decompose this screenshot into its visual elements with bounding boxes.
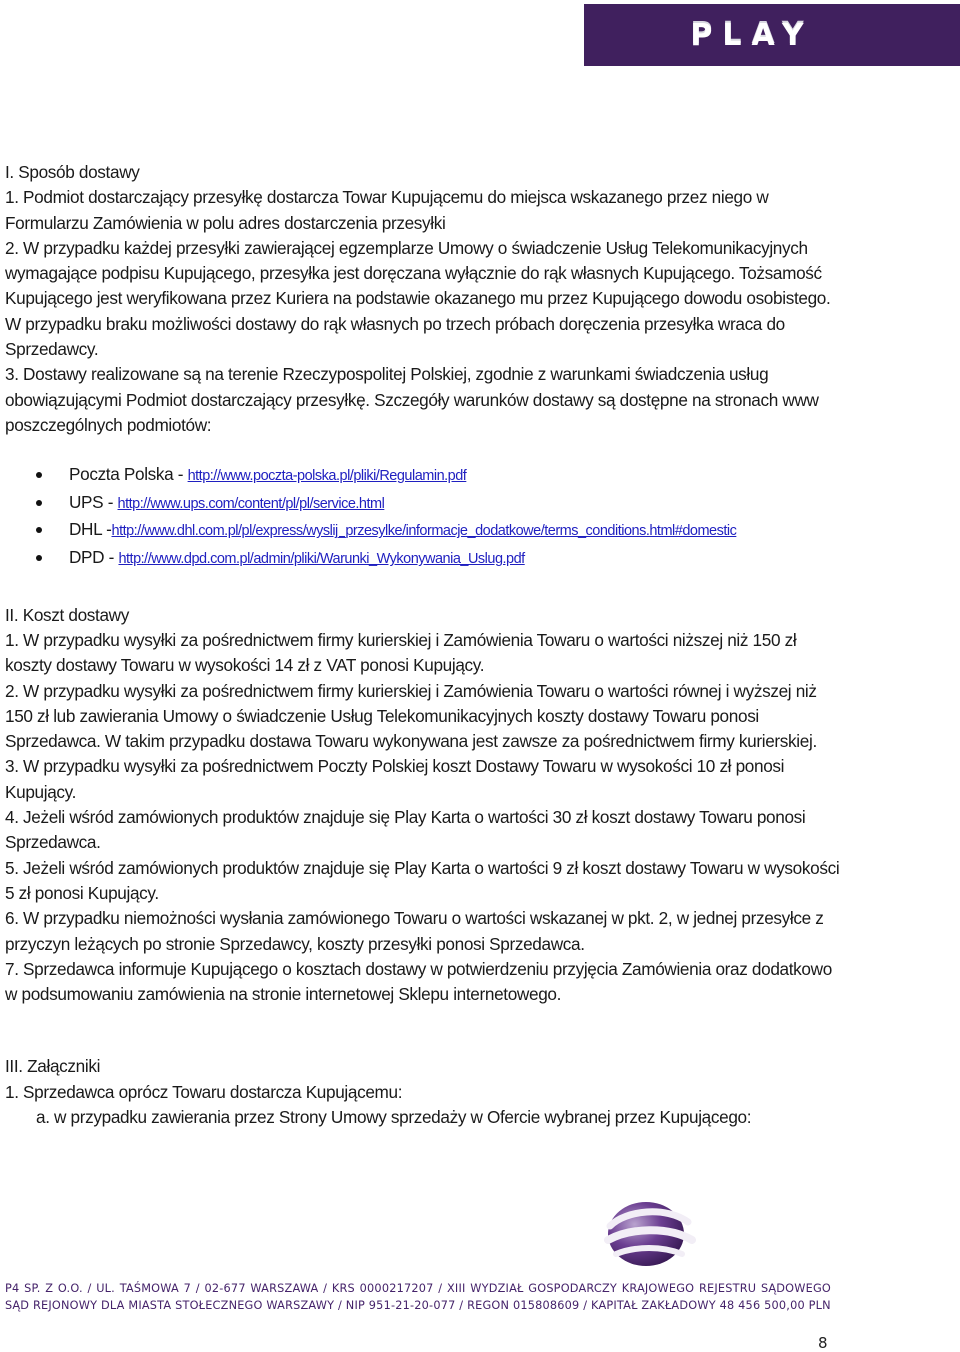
logo-text: PLAY [690,17,814,53]
play-logo [584,4,960,66]
cost-item: 6. W przypadku niemożności wysłania zamówionego Towaru o wartości wskazanej w pkt. 2, w jednej przesyłce z przyczyn leżących po stronie Sprzedawcy, koszty przesyłki ponosi Sprzedawca. [5,908,824,954]
footer-company-info: P4 SP. Z O.O. / UL. TAŚMOWA 7 / 02-677 WARSZAWA / KRS 0000217207 / XIII WYDZIAŁ GOSPODARCZY KRAJOWEGO REJESTRU SĄDOWEGO SĄD REJONOWY DLA MIASTA STOŁECZNEGO WARSZAWY / NIP 951-21-20-077 / REGON 015808609 / KAPITAŁ ZAKŁADOWY 48 456 500,00 PLN [5,1282,831,1312]
cost-item: 5. Jeżeli wśród zamówionych produktów znajduje się Play Karta o wartości 9 zł koszt dostawy Towaru w wysokości 5 zł ponosi Kupujący. [5,857,840,903]
cost-item: 2. W przypadku wysyłki za pośrednictwem firmy kurierskiej i Zamówienia Towaru o wartości równej i wyższej niż 150 zł lub zawierania Umowy o świadczenie Usług Telekomunikacyjnych koszty dostawy Towaru ponosi Sprzedawca. W takim przypadku dostawa Towaru wykonywana jest zawsze za pośrednictwem firmy kurierskiej. [5,680,817,752]
section-title: I. Sposób dostawy [5,162,140,182]
carrier-link[interactable]: http://www.poczta-polska.pl/pliki/Regulamin.pdf [187,468,467,485]
carrier-name: Poczta Polska - [69,464,188,485]
section-title: III. Załączniki [5,1056,101,1077]
attachment-item: 1. Sprzedawca oprócz Towaru dostarcza Kupującemu: [5,1081,403,1102]
attachment-subitem: a. w przypadku zawierania przez Strony Umowy sprzedaży w Ofercie wybranej przez Kupującego: [36,1106,752,1127]
cost-item: 4. Jeżeli wśród zamówionych produktów znajduje się Play Karta o wartości 30 zł koszt dostawy Towaru ponosi Sprzedawca. [5,807,806,853]
carrier-name: UPS - [69,491,118,512]
section-attachments [5,1054,840,1130]
cost-item: 3. W przypadku wysyłki za pośrednictwem Poczty Polskiej koszt Dostawy Towaru w wysokości 10 zł ponosi Kupujący. [5,756,785,802]
section-title: II. Koszt dostawy [5,604,129,625]
paragraph: 2. W przypadku każdej przesyłki zawierającej egzemplarze Umowy o świadczenie Usług Telekomunikacyjnych wymagające podpisu Kupującego, przesyłka jest doręczana wyłącznie do rąk własnych Kupującego. Tożsamość Kupującego jest weryfikowana przez Kuriera na podstawie okazanego mu przez Kupującego dowodu osobistego. W przypadku braku możliwości dostawy do rąk własnych po trzech próbach doręczenia przesyłka wraca do Sprzedawcy. [5,237,831,360]
cost-item: 7. Sprzedawca informuje Kupującego o kosztach dostawy w potwierdzeniu przyjęcia Zamówienia oraz dodatkowo w podsumowaniu zamówienia na stronie internetowej Sklepu internetowego. [5,958,832,1005]
carrier-link[interactable]: http://www.dhl.com.pl/pl/express/wyslij_przesylke/informacje_dodatkowe/terms_conditions.html#domestic [111,523,737,540]
carrier-item [5,517,840,545]
document-body [5,160,840,1130]
carrier-list [5,462,840,572]
carrier-name: DPD - [69,547,119,568]
section-delivery-method [5,160,840,573]
carrier-name: DHL - [69,519,112,540]
carrier-link[interactable]: http://www.ups.com/content/pl/pl/service.html [117,495,385,512]
section-delivery-cost [5,603,840,1008]
carrier-item [5,545,840,573]
paragraph: 3. Dostawy realizowane są na terenie Rzeczypospolitej Polskiej, zgodnie z warunkami świadczenia usług obowiązującymi Podmiot dostarczający przesyłkę. Szczegóły warunków dostawy są dostępne na stronach www poszczególnych podmiotów: [5,364,819,435]
page-number: 8 [818,1334,828,1352]
cost-item: 1. W przypadku wysyłki za pośrednictwem firmy kurierskiej i Zamówienia Towaru o wartości niższej niż 150 zł koszty dostawy Towaru w wysokości 14 zł z VAT ponosi Kupujący. [5,629,797,676]
paragraph: 1. Podmiot dostarczający przesyłkę dostarcza Towar Kupującemu do miejsca wskazanego przez niego w Formularzu Zamówienia w polu adres dostarczenia przesyłki [5,187,769,233]
carrier-link[interactable]: http://www.dpd.com.pl/admin/pliki/Warunki_Wykonywania_Uslug.pdf [118,551,525,568]
carrier-item [5,462,840,490]
carrier-item [5,490,840,518]
play-globe-icon [596,1196,700,1268]
